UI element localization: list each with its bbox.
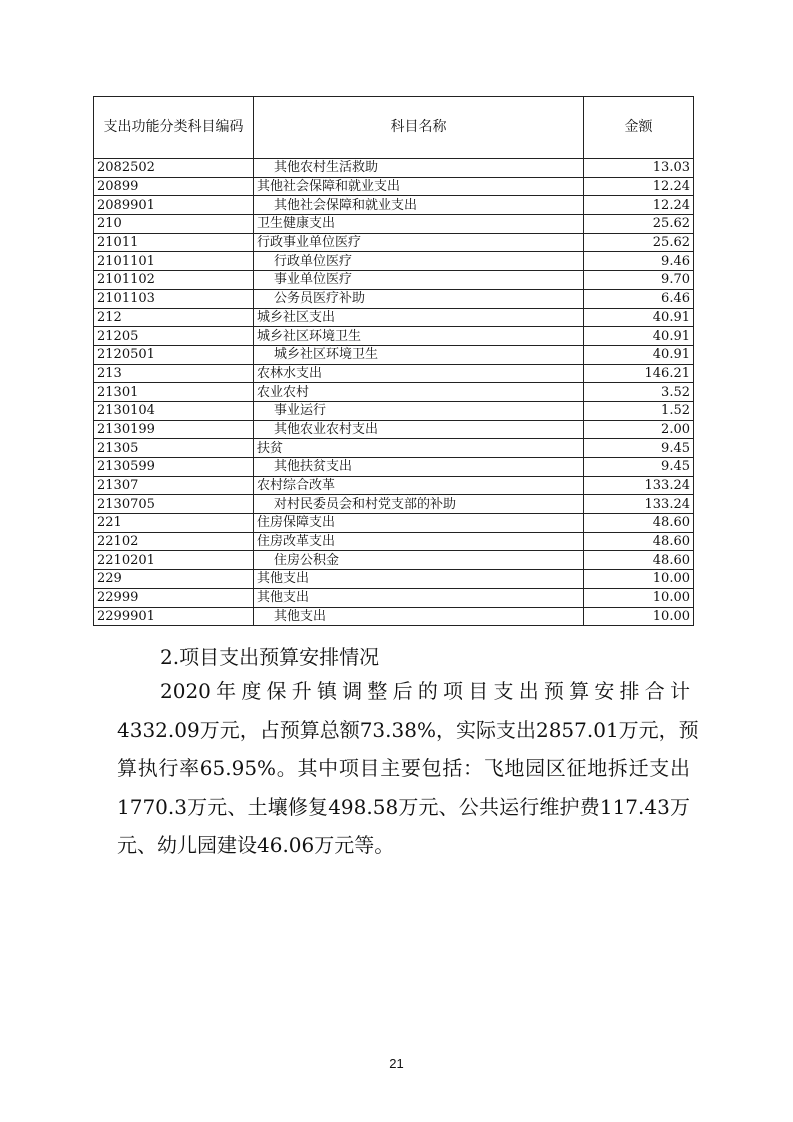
cell-amount: 9.45 — [584, 458, 694, 477]
cell-code: 212 — [94, 308, 254, 327]
cell-amount: 40.91 — [584, 345, 694, 364]
table-row — [94, 551, 694, 570]
cell-amount: 48.60 — [584, 532, 694, 551]
cell-code: 229 — [94, 570, 254, 589]
cell-amount: 40.91 — [584, 327, 694, 346]
cell-code: 213 — [94, 364, 254, 383]
table-row — [94, 289, 694, 308]
cell-amount: 9.70 — [584, 271, 694, 290]
cell-amount: 133.24 — [584, 476, 694, 495]
cell-name: 城乡社区环境卫生 — [254, 327, 584, 346]
cell-code: 2130705 — [94, 495, 254, 514]
cell-code: 2210201 — [94, 551, 254, 570]
table-row — [94, 514, 694, 533]
expenditure-table — [93, 96, 694, 626]
cell-name: 其他社会保障和就业支出 — [254, 196, 584, 215]
table-row — [94, 327, 694, 346]
table-row — [94, 420, 694, 439]
cell-amount: 12.24 — [584, 196, 694, 215]
cell-amount: 10.00 — [584, 607, 694, 626]
cell-amount: 2.00 — [584, 420, 694, 439]
paragraph-line: 1770.3万元、土壤修复498.58万元、公共运行维护费117.43万 — [117, 794, 690, 819]
cell-code: 2101102 — [94, 271, 254, 290]
cell-amount: 10.00 — [584, 570, 694, 589]
cell-name: 城乡社区支出 — [254, 308, 584, 327]
table-row — [94, 532, 694, 551]
table-row — [94, 215, 694, 234]
cell-amount: 25.62 — [584, 215, 694, 234]
section-heading: 2.项目支出预算安排情况 — [160, 645, 380, 669]
cell-amount: 6.46 — [584, 289, 694, 308]
cell-name: 住房公积金 — [254, 551, 584, 570]
cell-amount: 10.00 — [584, 588, 694, 607]
table-row — [94, 308, 694, 327]
cell-amount: 13.03 — [584, 159, 694, 178]
page-number: 21 — [389, 1056, 404, 1071]
paragraph-line: 元、幼儿园建设46.06万元等。 — [117, 833, 395, 857]
table-row — [94, 476, 694, 495]
cell-code: 2101101 — [94, 252, 254, 271]
table-row — [94, 364, 694, 383]
cell-name: 其他支出 — [254, 570, 584, 589]
cell-amount: 25.62 — [584, 233, 694, 252]
cell-code: 2101103 — [94, 289, 254, 308]
cell-amount: 9.45 — [584, 439, 694, 458]
cell-code: 21307 — [94, 476, 254, 495]
cell-code: 2089901 — [94, 196, 254, 215]
table-row — [94, 383, 694, 402]
cell-code: 2130104 — [94, 401, 254, 420]
cell-name: 其他支出 — [254, 607, 584, 626]
cell-amount: 48.60 — [584, 514, 694, 533]
table-row — [94, 458, 694, 477]
cell-code: 221 — [94, 514, 254, 533]
cell-name: 其他农业农村支出 — [254, 420, 584, 439]
cell-code: 20899 — [94, 177, 254, 196]
cell-code: 21011 — [94, 233, 254, 252]
cell-code: 2299901 — [94, 607, 254, 626]
cell-amount: 12.24 — [584, 177, 694, 196]
cell-name: 住房保障支出 — [254, 514, 584, 533]
table-row — [94, 495, 694, 514]
table-row — [94, 233, 694, 252]
table-row — [94, 196, 694, 215]
header-code: 支出功能分类科目编码 — [94, 97, 254, 159]
cell-code: 2120501 — [94, 345, 254, 364]
header-amount: 金额 — [584, 97, 694, 159]
table-row — [94, 252, 694, 271]
table-row — [94, 401, 694, 420]
cell-name: 其他社会保障和就业支出 — [254, 177, 584, 196]
table-row — [94, 439, 694, 458]
cell-name: 对村民委员会和村党支部的补助 — [254, 495, 584, 514]
cell-name: 事业运行 — [254, 401, 584, 420]
header-name: 科目名称 — [254, 97, 584, 159]
cell-name: 行政事业单位医疗 — [254, 233, 584, 252]
cell-name: 事业单位医疗 — [254, 271, 584, 290]
paragraph-line: 算执行率65.95%。其中项目主要包括：飞地园区征地拆迁支出 — [117, 756, 690, 780]
cell-amount: 9.46 — [584, 252, 694, 271]
section-paragraph — [117, 672, 699, 865]
cell-amount: 3.52 — [584, 383, 694, 402]
cell-amount: 1.52 — [584, 401, 694, 420]
cell-name: 行政单位医疗 — [254, 252, 584, 271]
table-row — [94, 607, 694, 626]
table-header-row — [94, 97, 694, 159]
cell-amount: 48.60 — [584, 551, 694, 570]
table-row — [94, 588, 694, 607]
cell-name: 其他农村生活救助 — [254, 159, 584, 178]
table-row — [94, 570, 694, 589]
paragraph-line: 4332.09万元，占预算总额73.38%，实际支出2857.01万元，预 — [117, 717, 699, 742]
cell-name: 农业农村 — [254, 383, 584, 402]
cell-amount: 40.91 — [584, 308, 694, 327]
cell-code: 22999 — [94, 588, 254, 607]
cell-code: 2082502 — [94, 159, 254, 178]
cell-amount: 146.21 — [584, 364, 694, 383]
cell-code: 21301 — [94, 383, 254, 402]
cell-code: 22102 — [94, 532, 254, 551]
cell-name: 农林水支出 — [254, 364, 584, 383]
cell-code: 210 — [94, 215, 254, 234]
cell-name: 其他扶贫支出 — [254, 458, 584, 477]
cell-name: 公务员医疗补助 — [254, 289, 584, 308]
paragraph-line: 2020年度保升镇调整后的项目支出预算安排合计 — [160, 679, 690, 703]
cell-name: 扶贫 — [254, 439, 584, 458]
table-row — [94, 345, 694, 364]
cell-code: 2130599 — [94, 458, 254, 477]
cell-name: 农村综合改革 — [254, 476, 584, 495]
cell-name: 卫生健康支出 — [254, 215, 584, 234]
cell-code: 21305 — [94, 439, 254, 458]
table-row — [94, 271, 694, 290]
cell-code: 2130199 — [94, 420, 254, 439]
table-row — [94, 159, 694, 178]
cell-name: 城乡社区环境卫生 — [254, 345, 584, 364]
table-row — [94, 177, 694, 196]
cell-name: 其他支出 — [254, 588, 584, 607]
cell-code: 21205 — [94, 327, 254, 346]
cell-amount: 133.24 — [584, 495, 694, 514]
cell-name: 住房改革支出 — [254, 532, 584, 551]
